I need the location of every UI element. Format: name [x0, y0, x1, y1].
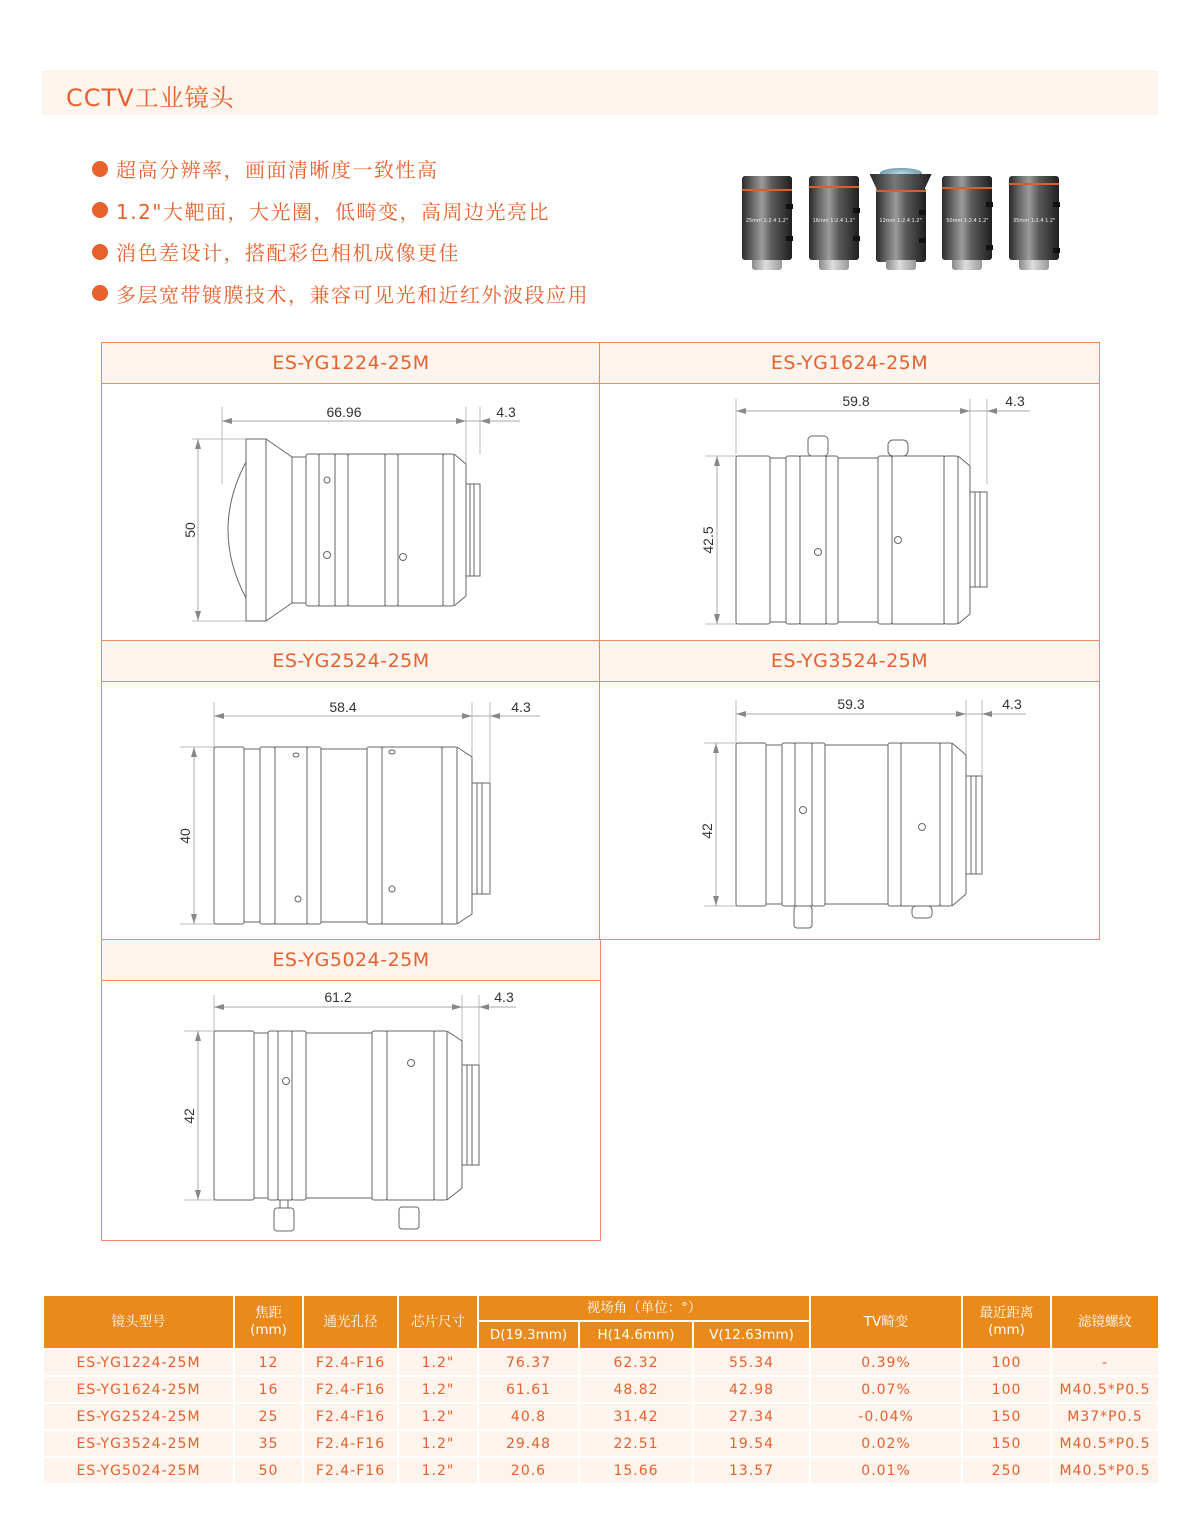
cell-focal: 35: [234, 1430, 303, 1457]
table-row: [43, 1430, 1159, 1457]
col-header-distortion: TV畸变: [810, 1295, 962, 1349]
cell-filter: M40.5*P0.5: [1051, 1376, 1159, 1403]
cell-sensor: 1.2": [398, 1403, 478, 1430]
bullet-dot-icon: [92, 161, 108, 177]
lens-photo-label: 12mm 1:2.4 1.2": [879, 218, 922, 224]
product-photo-row: [738, 168, 1058, 274]
drawing-cell: [599, 640, 1100, 940]
feature-text: 1.2"大靶面，大光圈，低畸变，高周边光亮比: [116, 199, 551, 224]
back-dimension-label: 4.3: [1005, 393, 1025, 409]
cell-mod: 250: [962, 1457, 1051, 1484]
length-dimension-label: 66.96: [326, 404, 362, 420]
cell-filter: M37*P0.5: [1051, 1403, 1159, 1430]
feature-item: [92, 231, 589, 273]
drawing-cell: [101, 640, 601, 940]
table-row: [43, 1349, 1159, 1376]
cell-fov-v: 55.34: [693, 1349, 810, 1376]
diameter-dimension-label: 50: [182, 522, 198, 538]
col-header-fov: 视场角（单位：°）: [478, 1295, 810, 1321]
lens-dimension-drawing: [102, 981, 599, 1239]
cell-aperture: F2.4-F16: [303, 1349, 398, 1376]
cell-fov-d: 29.48: [478, 1430, 579, 1457]
lens-photo-label: 50mm 1:2.4 1.2": [946, 218, 989, 224]
feature-item: [92, 190, 589, 232]
drawing-cell: [599, 342, 1100, 642]
length-dimension-label: 61.2: [324, 989, 352, 1005]
drawing-cell: [101, 939, 601, 1241]
lens-dimension-drawing: [600, 682, 1098, 938]
cell-focal: 12: [234, 1349, 303, 1376]
cell-aperture: F2.4-F16: [303, 1376, 398, 1403]
cell-fov-h: 31.42: [579, 1403, 693, 1430]
col-header-fov-h: H(14.6mm): [579, 1321, 693, 1349]
cell-aperture: F2.4-F16: [303, 1430, 398, 1457]
cell-fov-v: 13.57: [693, 1457, 810, 1484]
lens-photo-label: 16mm 1:2.4 1.2": [812, 218, 855, 224]
table-row: [43, 1376, 1159, 1403]
length-dimension-label: 59.3: [837, 696, 865, 712]
cell-focal: 16: [234, 1376, 303, 1403]
cell-aperture: F2.4-F16: [303, 1403, 398, 1430]
cell-fov-v: 19.54: [693, 1430, 810, 1457]
feature-item: [92, 148, 589, 190]
col-header-model: 镜头型号: [43, 1295, 234, 1349]
cell-fov-d: 20.6: [478, 1457, 579, 1484]
drawing-model-title: ES-YG1624-25M: [600, 343, 1099, 384]
cell-filter: -: [1051, 1349, 1159, 1376]
title-bar: [42, 70, 1158, 115]
lens-dimension-drawing: [102, 384, 599, 640]
cell-focal: 50: [234, 1457, 303, 1484]
cell-sensor: 1.2": [398, 1430, 478, 1457]
cell-distortion: -0.04%: [810, 1403, 962, 1430]
bullet-dot-icon: [92, 285, 108, 301]
cell-model: ES-YG5024-25M: [43, 1457, 234, 1484]
spec-table: [42, 1294, 1160, 1485]
cell-fov-h: 22.51: [579, 1430, 693, 1457]
cell-fov-v: 27.34: [693, 1403, 810, 1430]
page-title: CCTV工业镜头: [66, 84, 235, 112]
cell-model: ES-YG1624-25M: [43, 1376, 234, 1403]
diameter-dimension-label: 42.5: [700, 526, 716, 554]
cell-fov-d: 61.61: [478, 1376, 579, 1403]
cell-model: ES-YG3524-25M: [43, 1430, 234, 1457]
cell-filter: M40.5*P0.5: [1051, 1430, 1159, 1457]
cell-model: ES-YG2524-25M: [43, 1403, 234, 1430]
col-header-fov-d: D(19.3mm): [478, 1321, 579, 1349]
cell-fov-d: 76.37: [478, 1349, 579, 1376]
cell-fov-h: 48.82: [579, 1376, 693, 1403]
lens-photo: [738, 168, 791, 272]
back-dimension-label: 4.3: [511, 699, 531, 715]
feature-item: [92, 273, 589, 315]
feature-text: 多层宽带镀膜技术，兼容可见光和近红外波段应用: [116, 282, 589, 307]
cell-sensor: 1.2": [398, 1376, 478, 1403]
cell-sensor: 1.2": [398, 1457, 478, 1484]
drawing-model-title: ES-YG2524-25M: [102, 641, 600, 682]
lens-photo: [872, 168, 925, 272]
lens-dimension-drawing: [600, 384, 1098, 640]
cell-mod: 100: [962, 1376, 1051, 1403]
col-header-mod: 最近距离 (mm): [962, 1295, 1051, 1349]
back-dimension-label: 4.3: [1002, 696, 1022, 712]
length-dimension-label: 59.8: [842, 393, 870, 409]
diameter-dimension-label: 40: [177, 828, 193, 844]
cell-mod: 150: [962, 1430, 1051, 1457]
col-header-filter: 滤镜螺纹: [1051, 1295, 1159, 1349]
cell-mod: 100: [962, 1349, 1051, 1376]
bullet-dot-icon: [92, 244, 108, 260]
col-header-fov-v: V(12.63mm): [693, 1321, 810, 1349]
length-dimension-label: 58.4: [329, 699, 357, 715]
cell-mod: 150: [962, 1403, 1051, 1430]
drawing-model-title: ES-YG3524-25M: [600, 641, 1099, 682]
cell-distortion: 0.07%: [810, 1376, 962, 1403]
cell-aperture: F2.4-F16: [303, 1457, 398, 1484]
lens-photo-label: 35mm 1:2.4 1.2": [1013, 218, 1056, 224]
diameter-dimension-label: 42: [181, 1108, 197, 1124]
cell-distortion: 0.02%: [810, 1430, 962, 1457]
drawing-model-title: ES-YG5024-25M: [102, 940, 600, 981]
cell-focal: 25: [234, 1403, 303, 1430]
cell-fov-h: 15.66: [579, 1457, 693, 1484]
cell-model: ES-YG1224-25M: [43, 1349, 234, 1376]
feature-text: 超高分辨率，画面清晰度一致性高: [116, 158, 439, 183]
lens-photo: [805, 168, 858, 272]
lens-photo: [938, 168, 991, 272]
back-dimension-label: 4.3: [494, 989, 514, 1005]
drawing-cell: [101, 342, 601, 642]
cell-distortion: 0.01%: [810, 1457, 962, 1484]
cell-distortion: 0.39%: [810, 1349, 962, 1376]
lens-dimension-drawing: [102, 682, 599, 938]
feature-text: 消色差设计，搭配彩色相机成像更佳: [116, 241, 460, 266]
bullet-dot-icon: [92, 202, 108, 218]
col-header-sensor: 芯片尺寸: [398, 1295, 478, 1349]
col-header-aperture: 通光孔径: [303, 1295, 398, 1349]
cell-sensor: 1.2": [398, 1349, 478, 1376]
cell-filter: M40.5*P0.5: [1051, 1457, 1159, 1484]
feature-list: [92, 148, 589, 314]
cell-fov-h: 62.32: [579, 1349, 693, 1376]
lens-photo: [1005, 168, 1058, 272]
lens-photo-label: 25mm 1:2.4 1.2": [745, 218, 789, 224]
table-row: [43, 1457, 1159, 1484]
drawing-model-title: ES-YG1224-25M: [102, 343, 600, 384]
back-dimension-label: 4.3: [496, 404, 516, 420]
diameter-dimension-label: 42: [699, 823, 715, 839]
cell-fov-d: 40.8: [478, 1403, 579, 1430]
col-header-focal-length: 焦距 (mm): [234, 1295, 303, 1349]
cell-fov-v: 42.98: [693, 1376, 810, 1403]
table-row: [43, 1403, 1159, 1430]
